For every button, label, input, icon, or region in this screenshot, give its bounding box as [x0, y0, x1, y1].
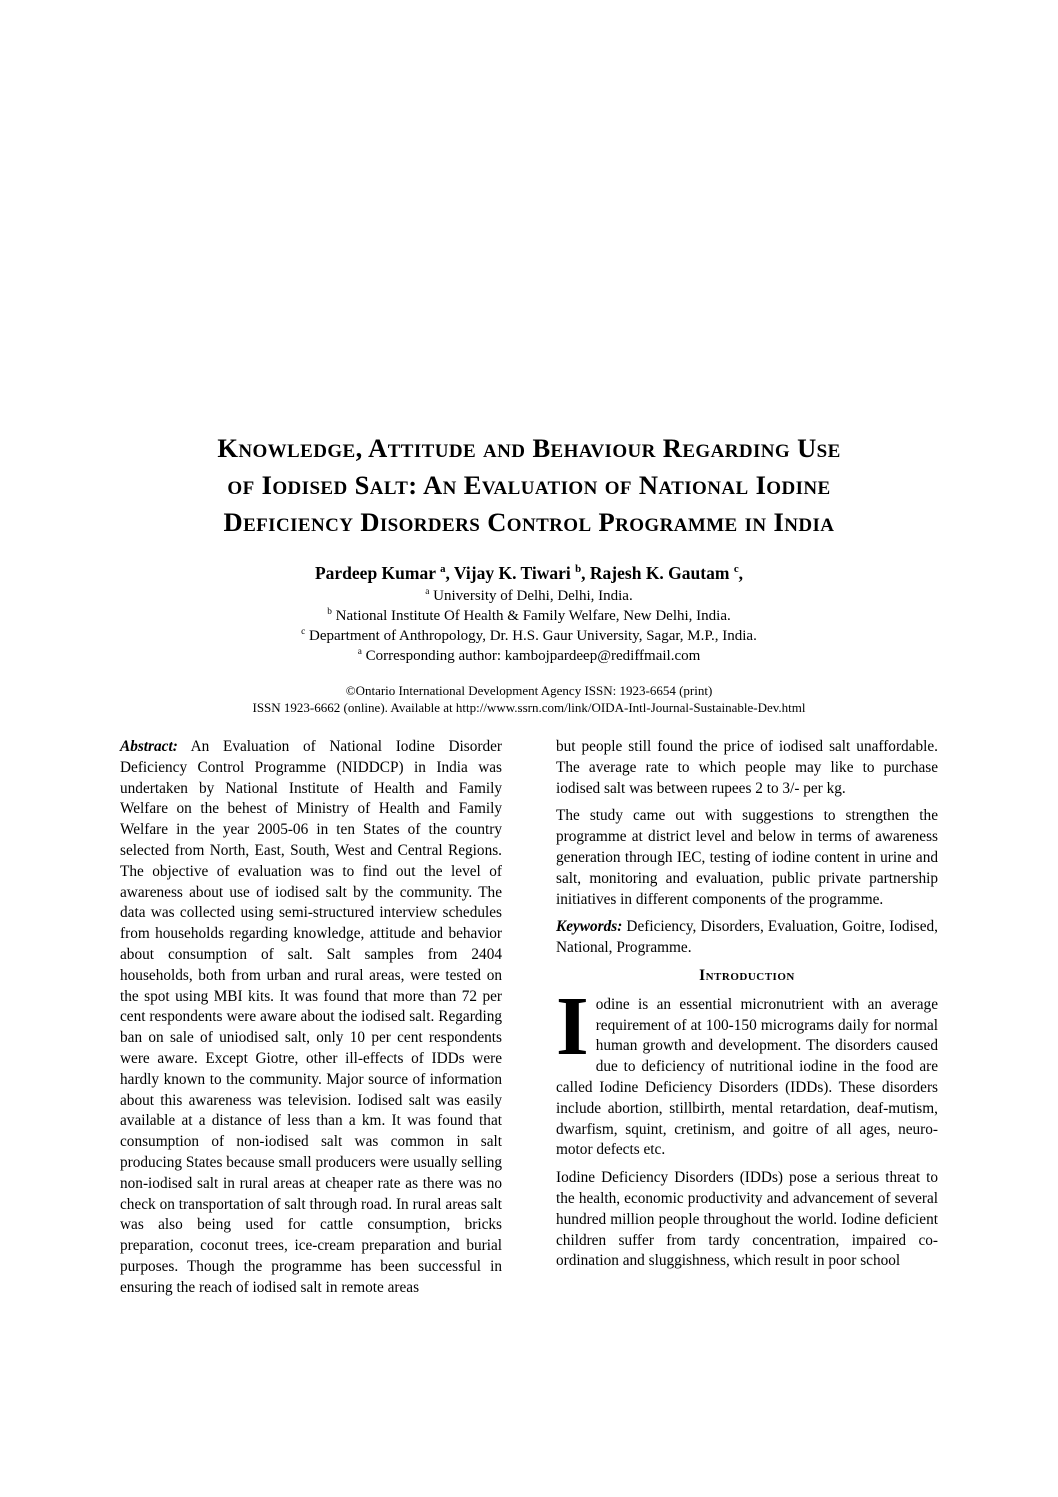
page-title [120, 430, 938, 541]
corresponding-author-text: Corresponding author: kambojpardeep@rediffmail.com [361, 648, 701, 664]
affiliation-text-2: National Institute Of Health & Family Welfare, New Delhi, India. [331, 608, 731, 624]
author-name-3: , Rajesh K. Gautam [581, 563, 734, 583]
copyright-issn-block [120, 682, 938, 716]
idd-threat-paragraph: Iodine Deficiency Disorders (IDDs) pose a serious threat to the health, economic productivity and advancement of several hundred million people throughout the world. Iodine deficient children suffer from tardy concentration, impaired co-ordination and sluggishness, which result in poor school [556, 1169, 938, 1270]
keywords-label: Keywords: [556, 918, 623, 936]
affiliation-line-2 [120, 606, 938, 626]
title-line-1: Knowledge, Attitude and Behaviour Regarding Use [217, 433, 841, 463]
introduction-first-paragraph-text: odine is an essential micronutrient with an average requirement of at 100-150 micrograms daily for normal human growth and development. The disorders caused due to deficiency of nutritional iodine in the food are called Iodine Deficiency Disorders (IDDs). These disorders include abortion, stillbirth, mental retardation, deaf-mutism, dwarfism, squint, cretinism, and goitre of all ages, neuro-motor defects etc. [556, 995, 938, 1159]
affiliation-superscript-3: c [301, 627, 306, 637]
copyright-line: ©Ontario International Development Agency ISSN: 1923-6654 (print) [345, 683, 713, 698]
introduction-heading: Introduction [699, 966, 795, 984]
right-column [556, 737, 938, 1306]
keywords-paragraph [556, 917, 938, 959]
author-name-1: Pardeep Kumar [314, 563, 441, 583]
author-line [120, 562, 938, 585]
affiliations-block [120, 586, 938, 666]
affiliation-superscript-2: b [327, 607, 332, 617]
affiliation-superscript-1: a [425, 587, 430, 597]
corresponding-author-superscript: a [357, 647, 362, 657]
author-superscript-1: a [440, 563, 446, 576]
author-superscript-3: c [733, 563, 739, 576]
issn-availability-line: ISSN 1923-6662 (online). Available at http://www.ssrn.com/link/OIDA-Intl-Journal-Sustainable-Dev.html [252, 700, 806, 715]
author-name-2: , Vijay K. Tiwari [445, 563, 576, 583]
abstract-paragraph [120, 737, 502, 1299]
author-superscript-2: b [575, 563, 582, 576]
abstract-continuation-paragraph: but people still found the price of iodised salt unaffordable. The average rate to which people may like to purchase iodised salt was between rupees 2 to 3/- per kg. [556, 738, 938, 797]
paper-content [120, 430, 938, 1306]
left-column [120, 737, 502, 1306]
affiliation-text-1: University of Delhi, Delhi, India. [429, 588, 633, 604]
affiliation-line-3 [120, 626, 938, 646]
corresponding-author-line [120, 646, 938, 666]
dropcap-letter: I [556, 979, 589, 1073]
affiliation-line-1 [120, 586, 938, 606]
keywords-text: Deficiency, Disorders, Evaluation, Goitre, Iodised, National, Programme. [556, 918, 938, 957]
suggestions-paragraph: The study came out with suggestions to strengthen the programme at district level and below in terms of awareness generation through IEC, testing of iodine content in urine and salt, monitoring and evaluation, public private partnership initiatives in different components of the programme. [556, 807, 938, 908]
abstract-text: An Evaluation of National Iodine Disorder Deficiency Control Programme (NIDDCP) in India was undertaken by National Institute of Health and Family Welfare on the behest of Ministry of Health and Family Welfare in the year 2005-06 in ten States of the country selected from North, East, South, West and Central Regions. The objective of evaluation was to find out the level of awareness about use of iodised salt by the community. The data was collected using semi-structured interview schedules from households regarding knowledge, attitude and behavior about consumption of salt. Salt samples from 2404 households, both from urban and rural areas, were tested on the spot using MBI kits. It was found that more than 72 per cent respondents were aware about the iodised salt. Regarding ban on sale of uniodised salt, only 10 per cent respondents were aware. Except Giotre, other ill-effects of IDDs were hardly known to the community. Major source of information about this awareness was television. Iodised salt was easily available at a distance of less than a km. It was found that consumption of non-iodised salt was common in salt producing States because small producers were usually selling non-iodised salt in rural areas at cheaper rate as there was no check on transportation of salt through road. In rural areas salt was also being used for cattle consumption, bricks preparation, coconut trees, ice-cream preparation and burial purposes. Though the programme has been successful in ensuring the reach of iodised salt in remote areas [120, 738, 502, 1296]
two-column-body [120, 737, 938, 1306]
affiliation-text-3: Department of Anthropology, Dr. H.S. Gaur University, Sagar, M.P., India. [305, 628, 757, 644]
title-line-3: Deficiency Disorders Control Programme in India [223, 507, 835, 537]
introduction-first-paragraph [556, 979, 938, 1161]
title-line-2: of Iodised Salt: An Evaluation of National Iodine [227, 470, 831, 500]
abstract-label: Abstract: [120, 738, 178, 755]
author-line-tail: , [738, 563, 744, 583]
